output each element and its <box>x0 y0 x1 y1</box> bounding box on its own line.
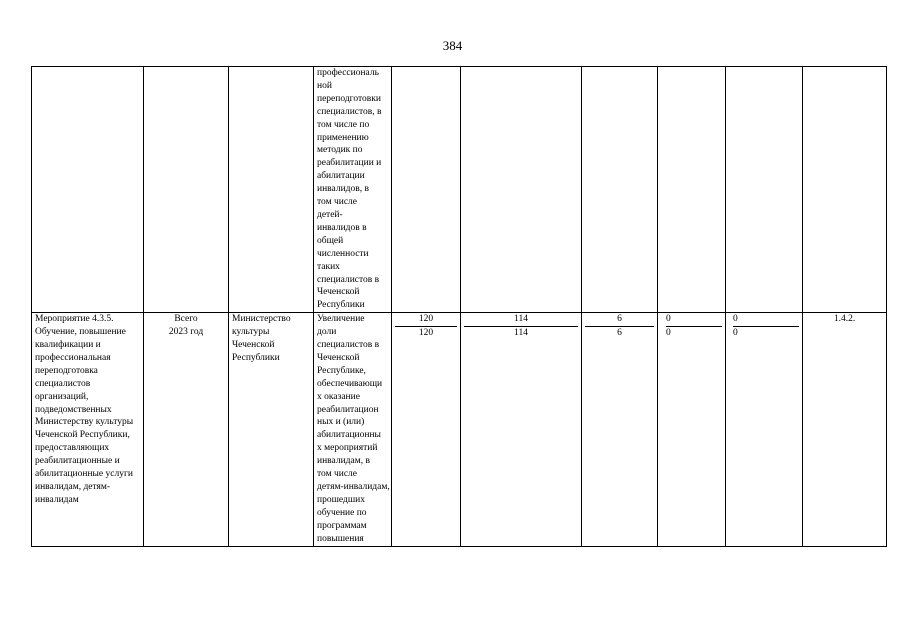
col7-value-2023: 6 <box>617 328 622 339</box>
text-line: инвалидам <box>35 494 79 505</box>
text-line: Чеченской Республики, <box>35 430 130 441</box>
text-line: Министерству культуры <box>35 417 134 428</box>
indicator-cell <box>314 313 392 546</box>
text-line: инвалидам, в <box>317 456 370 467</box>
text-line: Чеченской <box>232 340 275 351</box>
text-line: культуры <box>232 327 270 338</box>
text-line: Обучение, повышение <box>35 327 126 338</box>
text-line: х оказание <box>317 391 360 402</box>
indicator-text <box>317 313 388 545</box>
text-line: ной <box>317 80 332 91</box>
text-line: том числе по <box>317 119 370 130</box>
text-line: применению <box>317 132 369 143</box>
text-line: том числе <box>317 197 358 208</box>
text-line: Мероприятие 4.3.5. <box>35 314 114 325</box>
text-line: организаций, <box>35 391 89 402</box>
cell-empty <box>229 67 314 313</box>
text-line: обеспечивающи <box>317 378 383 389</box>
text-line: Республики <box>317 300 365 311</box>
cell-empty <box>582 67 658 313</box>
text-line: прошедших <box>317 494 365 505</box>
text-line: детям-инвалидам, <box>317 482 390 492</box>
text-line: Республики <box>232 352 280 363</box>
col6-value-all: 114 <box>464 313 578 327</box>
code-cell <box>803 313 887 546</box>
total-cell <box>392 313 461 546</box>
text-line: инвалидов, в <box>317 184 369 195</box>
text-line: переподготовки <box>317 93 381 104</box>
text-line: Чеченской <box>317 352 360 363</box>
col6-value-2023: 114 <box>514 328 528 339</box>
text-line: Увеличение <box>317 314 365 325</box>
text-line: профессиональ <box>317 68 379 78</box>
col8-value-all: 0 <box>666 313 722 327</box>
text-line: абилитационные услуги <box>35 469 133 480</box>
page-number: 384 <box>442 38 463 53</box>
text-line: численности <box>317 248 369 259</box>
text-line: переподготовка <box>35 365 98 376</box>
col8-cell <box>658 313 726 546</box>
col9-cell <box>726 313 803 546</box>
text-line: реабилитационные и <box>35 456 120 467</box>
indicator-continued-cell <box>314 67 392 313</box>
text-line: детей- <box>317 209 343 220</box>
total-value-2023: 120 <box>418 328 434 339</box>
executor-text <box>232 313 310 365</box>
text-line: Чеченской <box>317 287 360 298</box>
text-line: программам <box>317 520 367 531</box>
text-line: доли <box>317 327 337 338</box>
text-line: общей <box>317 235 344 246</box>
text-line: абилитации <box>317 171 365 182</box>
text-line: специалистов <box>35 378 91 389</box>
period-cell <box>144 313 229 546</box>
text-line: ных и (или) <box>317 417 365 428</box>
text-line: Республике, <box>317 365 366 376</box>
table-row-continued <box>32 67 887 313</box>
indicator-continued-text <box>317 67 388 312</box>
text-line: методик по <box>317 145 363 156</box>
program-table <box>31 66 887 547</box>
text-line: специалистов в <box>317 274 380 285</box>
text-line: повышения <box>317 533 364 544</box>
text-line: Всего <box>174 314 198 325</box>
text-line: абилитационны <box>317 430 381 441</box>
total-value-all: 120 <box>395 313 457 327</box>
col6-cell <box>461 313 582 546</box>
cell-empty <box>392 67 461 313</box>
code-text: 1.4.2. <box>833 314 856 325</box>
cell-empty <box>658 67 726 313</box>
text-line: специалистов в <box>317 340 380 351</box>
cell-empty <box>726 67 803 313</box>
activity-text <box>35 313 140 507</box>
text-line: профессиональная <box>35 352 111 363</box>
text-line: квалификации и <box>35 340 101 351</box>
col9-value-2023: 0 <box>733 328 738 339</box>
col8-value-2023: 0 <box>666 328 671 339</box>
text-line: реабилитацион <box>317 404 379 415</box>
text-line: х мероприятий <box>317 443 378 454</box>
text-line: инвалидов в <box>317 222 367 233</box>
col9-value-all: 0 <box>733 313 799 327</box>
text-line: таких <box>317 261 340 272</box>
text-line: инвалидам, детям- <box>35 482 111 492</box>
period-text <box>147 313 225 339</box>
text-line: Министерство <box>232 314 291 325</box>
text-line: обучение по <box>317 507 367 518</box>
text-line: специалистов, в <box>317 106 382 117</box>
cell-empty <box>461 67 582 313</box>
executor-cell <box>229 313 314 546</box>
text-line: 2023 год <box>168 327 204 338</box>
text-line: предоставляющих <box>35 443 110 454</box>
activity-cell <box>32 313 144 546</box>
col7-cell <box>582 313 658 546</box>
cell-empty <box>32 67 144 313</box>
cell-empty <box>144 67 229 313</box>
col7-value-all: 6 <box>585 313 654 327</box>
text-line: реабилитации и <box>317 158 382 169</box>
text-line: том числе <box>317 469 358 480</box>
text-line: подведомственных <box>35 404 112 415</box>
table-row-activity <box>32 313 887 546</box>
cell-empty <box>803 67 887 313</box>
